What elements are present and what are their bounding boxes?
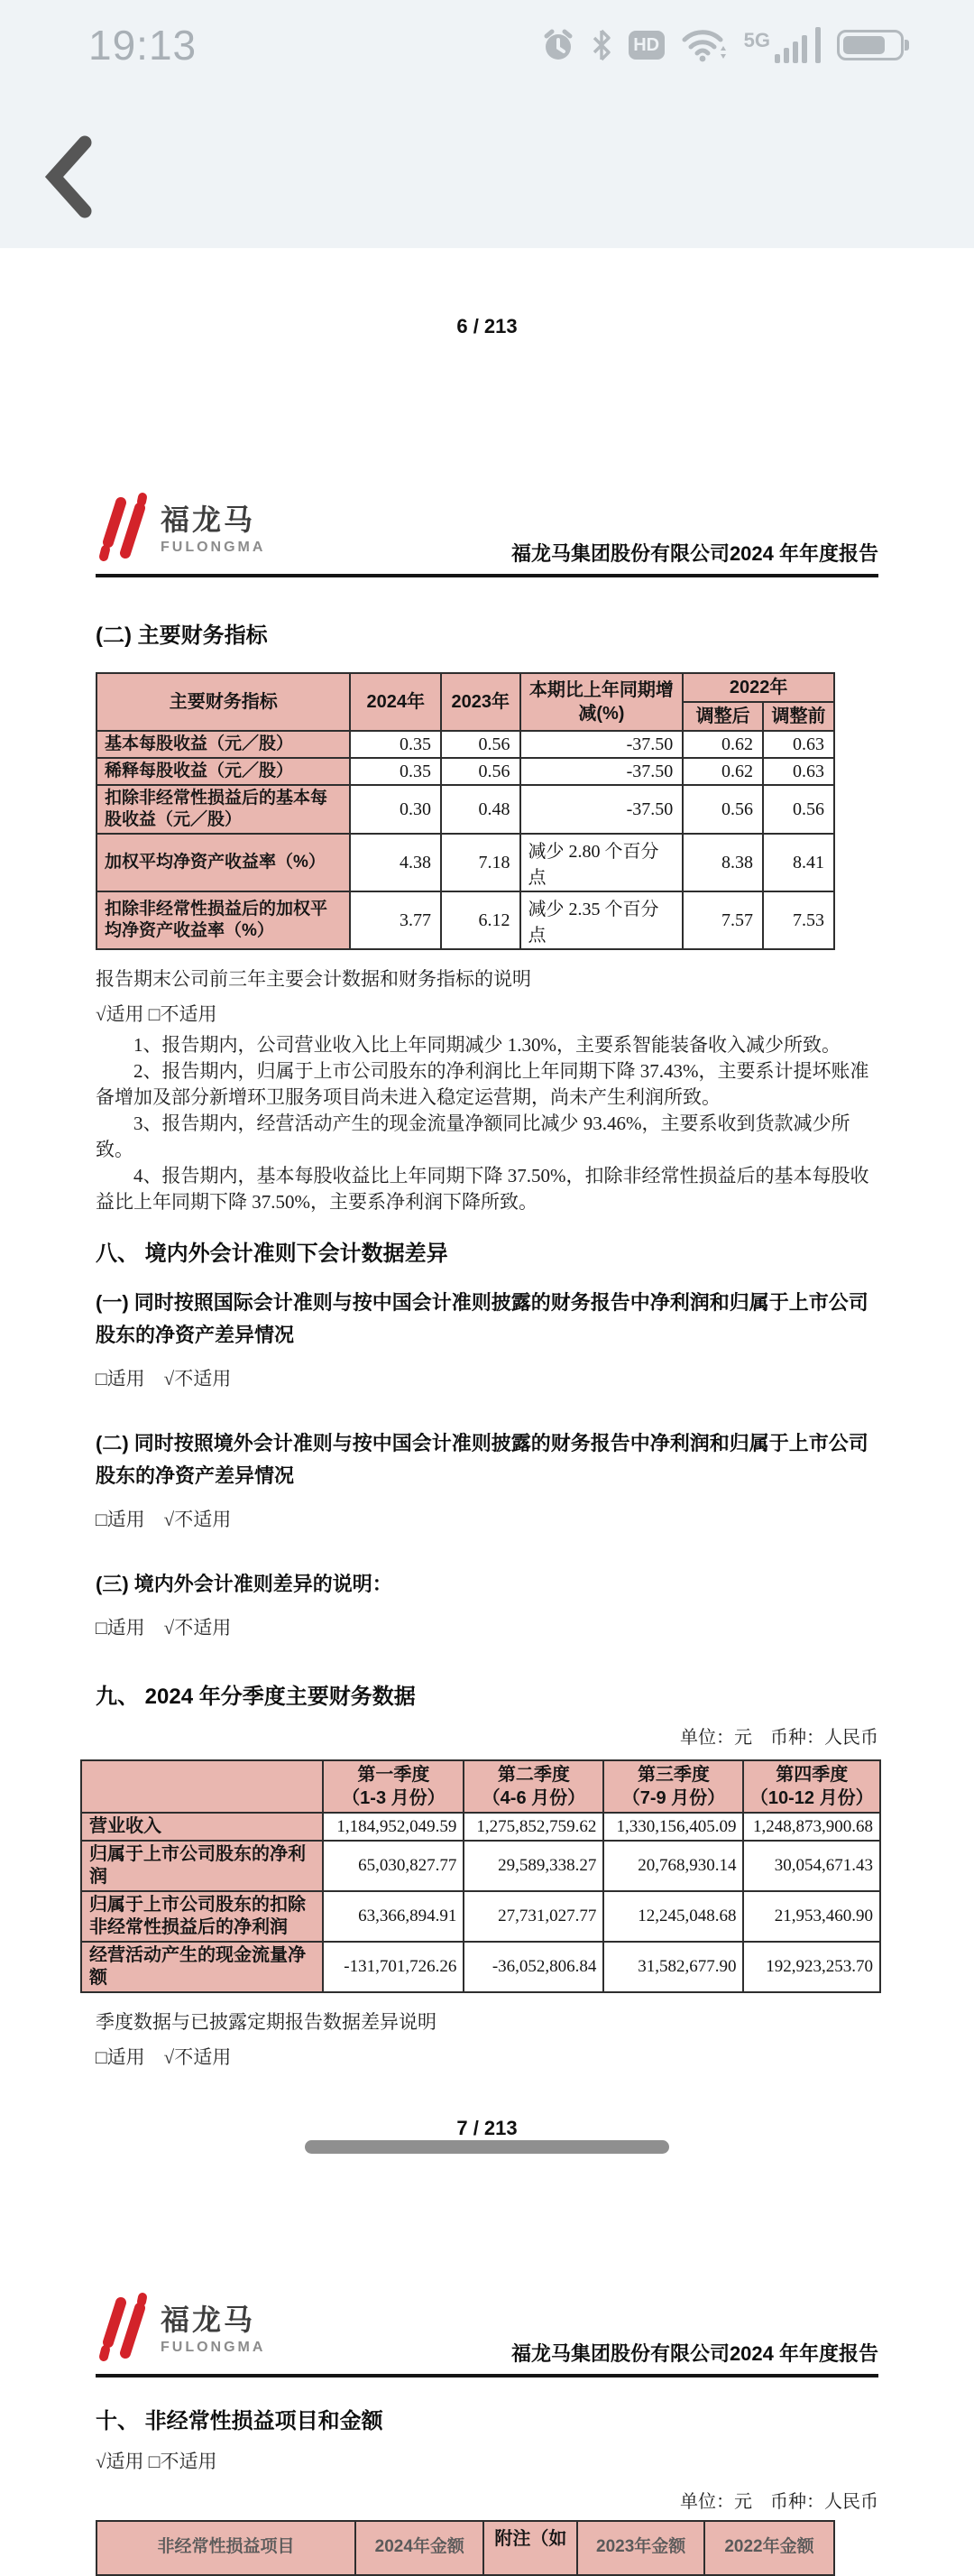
home-indicator[interactable] xyxy=(305,2140,669,2154)
table-row: 经营活动产生的现金流量净额 -131,701,726.26 -36,052,806.84 31,582,677.90 192,923,253.70 xyxy=(81,1942,880,1992)
fulongma-logo-icon xyxy=(96,2290,148,2370)
battery-icon xyxy=(837,30,904,60)
t3-col-2023: 2023年金额 xyxy=(577,2521,704,2575)
logo-text-zh: 福龙马 xyxy=(161,2303,256,2336)
status-bar xyxy=(0,16,974,74)
section-2-title: (二) 主要财务指标 xyxy=(96,623,268,648)
document-viewer[interactable] xyxy=(0,248,974,2556)
t1-col-adj-before: 调整前 xyxy=(763,702,834,731)
page-indicator-6: 6 / 213 xyxy=(456,315,518,337)
quarterly-data-table xyxy=(80,1759,881,1993)
note-paragraph-1: 1、报告期内，公司营业收入比上年同期减少 1.30%，主要系智能装备收入减少所致。 xyxy=(133,1034,841,1056)
t3-col-2022: 2022年金额 xyxy=(704,2521,834,2575)
section-10-title: 十、 非经常性损益项目和金额 xyxy=(96,2409,383,2433)
section-8-sub1-title: (一) 同时按照国际会计准则与按中国会计准则披露的财务报告中净利润和归属于上市公司股东的净资产差异情况 xyxy=(96,1291,868,1346)
notes-applicable: √适用 □不适用 xyxy=(96,1003,217,1025)
notes-title: 报告期末公司前三年主要会计数据和财务指标的说明 xyxy=(96,968,531,990)
sub3-applicable: □适用 √不适用 xyxy=(96,1617,232,1639)
t1-col-2023: 2023年 xyxy=(441,673,520,731)
table-row: 扣除非经常性损益后的基本每股收益（元／股） 0.30 0.48 -37.50 0.56 0.56 xyxy=(96,785,834,834)
network-5g-label: 5G xyxy=(743,29,770,51)
status-time: 19:13 xyxy=(88,22,198,69)
table-row: 加权平均净资产收益率（%） 4.38 7.18 减少 2.80 个百分点 8.38 8.41 xyxy=(96,834,834,891)
financial-indicators-table xyxy=(96,672,835,950)
table-row: 稀释每股收益（元／股） 0.35 0.56 -37.50 0.62 0.63 xyxy=(96,758,834,785)
section-8-title: 八、 境内外会计准则下会计数据差异 xyxy=(96,1242,448,1266)
note-paragraph-3: 3、报告期内，经营活动产生的现金流量净额同比减少 93.46%，主要系收到货款减少所致。 xyxy=(96,1113,850,1160)
unit-line: 单位：元 币种：人民币 xyxy=(680,2492,878,2512)
wifi-icon xyxy=(681,27,728,63)
bluetooth-icon xyxy=(591,29,612,61)
report-title: 福龙马集团股份有限公司2024 年年度报告 xyxy=(510,2342,878,2365)
report-title: 福龙马集团股份有限公司2024 年年度报告 xyxy=(510,542,878,565)
t3-col-item: 非经常性损益项目 xyxy=(96,2521,355,2575)
logo-text-zh: 福龙马 xyxy=(161,503,256,536)
company-logo xyxy=(96,2290,265,2370)
note-paragraph-4: 4、报告期内，基本每股收益比上年同期下降 37.50%，扣除非经常性损益后的基本每股收益比上年同期下降 37.50%，主要系净利润下降所致。 xyxy=(96,1165,869,1213)
table-row: 扣除非经常性损益后的加权平均净资产收益率（%） 3.77 6.12 减少 2.35 个百分点 7.57 7.53 xyxy=(96,891,834,949)
non-recurring-table-clipped xyxy=(96,2520,878,2556)
section-8-sub2-title: (二) 同时按照境外会计准则与按中国会计准则披露的财务报告中净利润和归属于上市公司股东的净资产差异情况 xyxy=(96,1432,868,1487)
logo-text-en: FULONGMA xyxy=(161,540,266,556)
header-rule xyxy=(96,574,878,577)
fulongma-logo-icon xyxy=(96,490,148,570)
hd-icon: HD xyxy=(629,31,665,60)
table-row: 基本每股收益（元／股） 0.35 0.56 -37.50 0.62 0.63 xyxy=(96,731,834,758)
report-header xyxy=(96,2290,878,2370)
t1-col-2022: 2022年 xyxy=(683,673,834,702)
header-rule xyxy=(96,2374,878,2377)
page-indicator-7: 7 / 213 xyxy=(456,2117,518,2139)
section-10-applicable: √适用 □不适用 xyxy=(96,2451,217,2472)
alarm-icon xyxy=(542,29,574,61)
t1-col-change: 本期比上年同期增减(%) xyxy=(520,673,684,731)
top-chrome xyxy=(0,0,974,248)
t2-col-q4: 第四季度 （10-12 月份） xyxy=(743,1760,880,1813)
t2-col-q3: 第三季度 （7-9 月份） xyxy=(603,1760,743,1813)
signal-bars xyxy=(775,35,807,63)
t2-corner-cell xyxy=(81,1760,323,1813)
section-8-sub3-title: (三) 境内外会计准则差异的说明： xyxy=(96,1573,392,1595)
t1-col-2024: 2024年 xyxy=(350,673,441,731)
unit-line: 单位：元 币种：人民币 xyxy=(680,1728,878,1748)
sub2-applicable: □适用 √不适用 xyxy=(96,1509,232,1530)
t2-col-q1: 第一季度 （1-3 月份） xyxy=(323,1760,464,1813)
t3-col-2024: 2024年金额 xyxy=(355,2521,483,2575)
table-row: 归属于上市公司股东的扣除非经常性损益后的净利润 63,366,894.91 27,731,027.77 12,245,048.68 21,953,460.90 xyxy=(81,1891,880,1942)
back-button[interactable] xyxy=(41,134,96,220)
status-icons xyxy=(542,27,904,63)
t1-col-label: 主要财务指标 xyxy=(96,673,350,731)
logo-text-en: FULONGMA xyxy=(161,2340,266,2356)
signal-5g-icon xyxy=(744,27,821,63)
t3-col-note: 附注（如 xyxy=(483,2521,577,2575)
quarter-note: 季度数据与已披露定期报告数据差异说明 xyxy=(96,2011,436,2033)
t2-col-q2: 第二季度 （4-6 月份） xyxy=(464,1760,603,1813)
table-row: 营业收入 1,184,952,049.59 1,275,852,759.62 1,330,156,405.09 1,248,873,900.68 xyxy=(81,1813,880,1841)
section-9-title: 九、 2024 年分季度主要财务数据 xyxy=(96,1685,416,1709)
table-row: 归属于上市公司股东的净利润 65,030,827.77 29,589,338.27 20,768,930.14 30,054,671.43 xyxy=(81,1841,880,1891)
signal-bar-tall xyxy=(815,27,821,63)
quarter-applicable: □适用 √不适用 xyxy=(96,2046,232,2068)
company-logo xyxy=(96,490,265,570)
report-header xyxy=(96,490,878,570)
sub1-applicable: □适用 √不适用 xyxy=(96,1368,232,1390)
note-paragraph-2: 2、报告期内，归属于上市公司股东的净利润比上年同期下降 37.43%，主要系计提坏账准备增加及部分新增环卫服务项目尚未进入稳定运营期，尚未产生利润所致。 xyxy=(96,1060,869,1108)
t1-col-adj-after: 调整后 xyxy=(683,702,763,731)
